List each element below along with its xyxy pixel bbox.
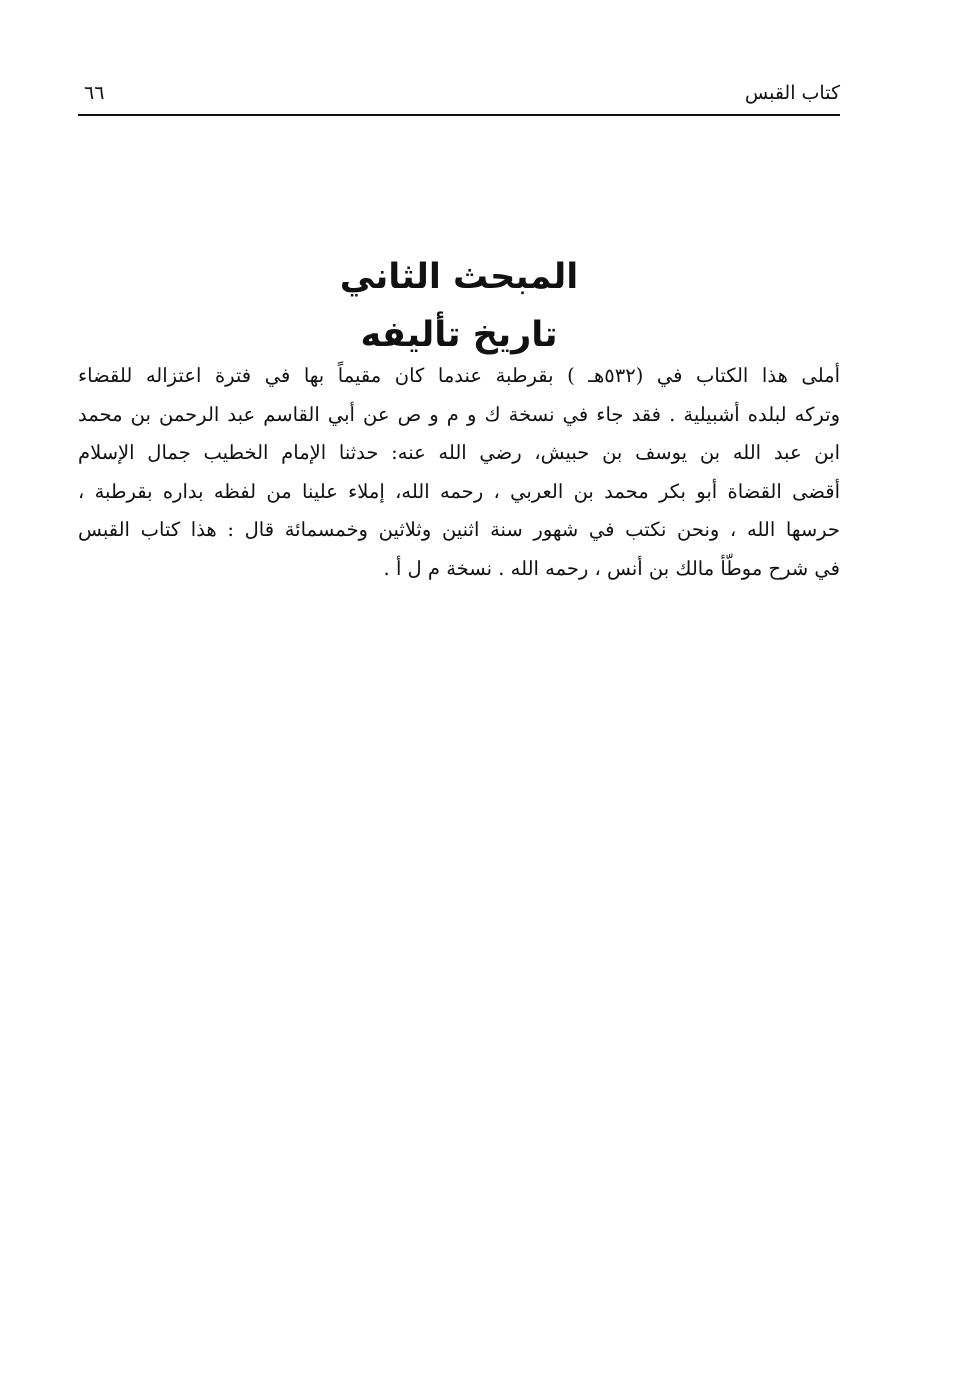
body-paragraph [78, 357, 840, 588]
body-line-6: في شرح موطّأ مالك بن أنس ، رحمه الله . نسخة م ل أ . [383, 556, 840, 580]
body-line-2: وتركه لبلده أشبيلية . فقد جاء في نسخة ك و م و ص عن أبي القاسم عبد الرحمن بن محمد [78, 402, 840, 426]
body-line-4: أقضى القضاة أبو بكر محمد بن العربي ، رحمه الله، إملاء علينا من لفظه بداره بقرطبة ، [78, 479, 840, 503]
section-heading: المبحث الثاني [339, 257, 579, 297]
body-line-5: حرسها الله ، ونحن نكتب في شهور سنة اثنين وثلاثين وخمسمائة قال : هذا كتاب القبس [78, 518, 840, 541]
body-line-1: أملى هذا الكتاب في (٥٣٢هـ ) بقرطبة عندما كان مقيماً بها في فترة اعتزاله للقضاء [78, 364, 840, 387]
running-header-title: كتاب القبس [744, 82, 840, 104]
running-header [78, 80, 840, 116]
section-headings [78, 248, 840, 364]
page-number: ٦٦ [84, 82, 105, 104]
section-subheading: تاريخ تأليفه [360, 315, 558, 355]
body-line-3: ابن عبد الله بن يوسف بن حبيش، رضي الله عنه: حدثنا الإمام الخطيب جمال الإسلام [78, 441, 840, 464]
